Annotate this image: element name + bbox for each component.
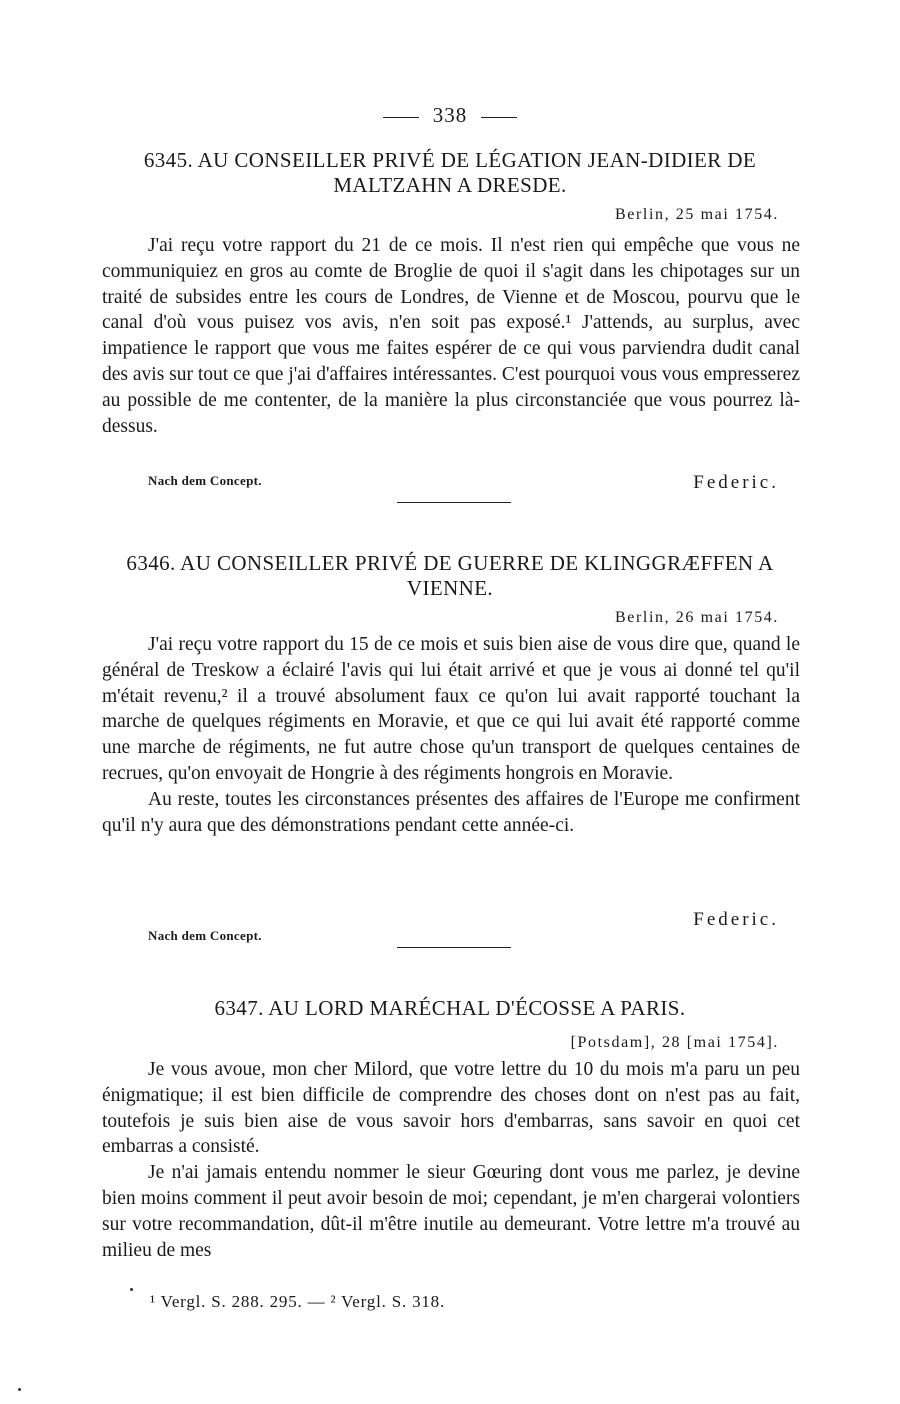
signature: Federic.: [693, 472, 779, 493]
scan-speck: [130, 1288, 133, 1291]
source-note: Nach dem Concept.: [148, 928, 262, 943]
letter-body: [102, 233, 800, 439]
letter-heading: 6346. AU CONSEILLER PRIVÉ DE GUERRE DE KLINGGRÆFFEN A VIENNE.: [126, 551, 774, 600]
letter-body: [102, 1057, 800, 1263]
letter-dateline: Berlin, 26 mai 1754.: [615, 609, 779, 626]
letter-dateline: [Potsdam], 28 [mai 1754].: [570, 1034, 779, 1051]
letter-heading: 6347. AU LORD MARÉCHAL D'ÉCOSSE A PARIS.: [214, 996, 686, 1020]
section-divider: [397, 502, 511, 503]
letter-paragraph: Je n'ai jamais entendu nommer le sieur Gœuring dont vous me parlez, je devine bien moins comment il peut avoir besoin de moi; cependant, je m'en chargerai volontiers sur votre recommandation, dût-il m'être inutile au demeurant. Votre lettre m'a trouvé au milieu de mes: [102, 1162, 800, 1261]
section-divider: [397, 947, 511, 948]
page-number-value: 338: [432, 103, 468, 127]
page-number-dash-right: [481, 117, 517, 118]
letter-paragraph: Au reste, toutes les circonstances présentes des affaires de l'Europe me confirment qu'il n'y aura que des démonstrations pendant cette année-ci.: [102, 788, 800, 836]
letter-dateline: Berlin, 25 mai 1754.: [615, 206, 779, 223]
scan-speck: [18, 1388, 21, 1391]
footnotes: ¹ Vergl. S. 288. 295. — ² Vergl. S. 318.: [150, 1292, 446, 1311]
source-note: Nach dem Concept.: [148, 473, 262, 488]
letter-paragraph: J'ai reçu votre rapport du 21 de ce mois. Il n'est rien qui empêche que vous ne communiquiez en gros au comte de Broglie de quoi il s'agit dans les chipotages sur un traité de subsides entre les cours de Londres, de Vienne et de Moscou, pourvu que le canal d'où vous puisez vos avis, n'en soit pas exposé.¹ J'attends, au surplus, avec impatience le rapport que vous me faites espérer de ce qui vous parviendra dudit canal des avis sur tout ce que j'ai d'affaires intéressantes. C'est pourquoi vous vous empresserez au possible de me contenter, de la manière la plus circonstanciée que vous pourrez là-dessus.: [102, 235, 800, 437]
letter-body: [102, 632, 800, 838]
page-number-dash-left: [383, 117, 419, 118]
letter-heading: 6345. AU CONSEILLER PRIVÉ DE LÉGATION JEAN-DIDIER DE MALTZAHN A DRESDE.: [143, 148, 757, 197]
letter-paragraph: J'ai reçu votre rapport du 15 de ce mois et suis bien aise de vous dire que, quand le général de Treskow a éclairé l'avis qui lui était arrivé et que je vous ai donné tel qu'il m'était revenu,² il a trouvé absolument faux ce qu'on lui avait rapporté touchant la marche de quelques régiments en Moravie, et que ce qui lui avait été rapporté comme une marche de régiments, ne fut autre chose qu'un transport de quelques centaines de recrues, qu'on envoyait de Hongrie à des régiments hongrois en Moravie.: [102, 634, 800, 784]
letter-paragraph: Je vous avoue, mon cher Milord, que votre lettre du 10 du mois m'a paru un peu énigmatique; il est bien difficile de comprendre des choses dont on n'est pas au fait, toutefois je suis bien aise de vous savoir hors d'embarras, sans savoir en quoi cet embarras a consisté.: [102, 1059, 800, 1158]
signature: Federic.: [693, 909, 779, 930]
page-number: [0, 103, 900, 128]
